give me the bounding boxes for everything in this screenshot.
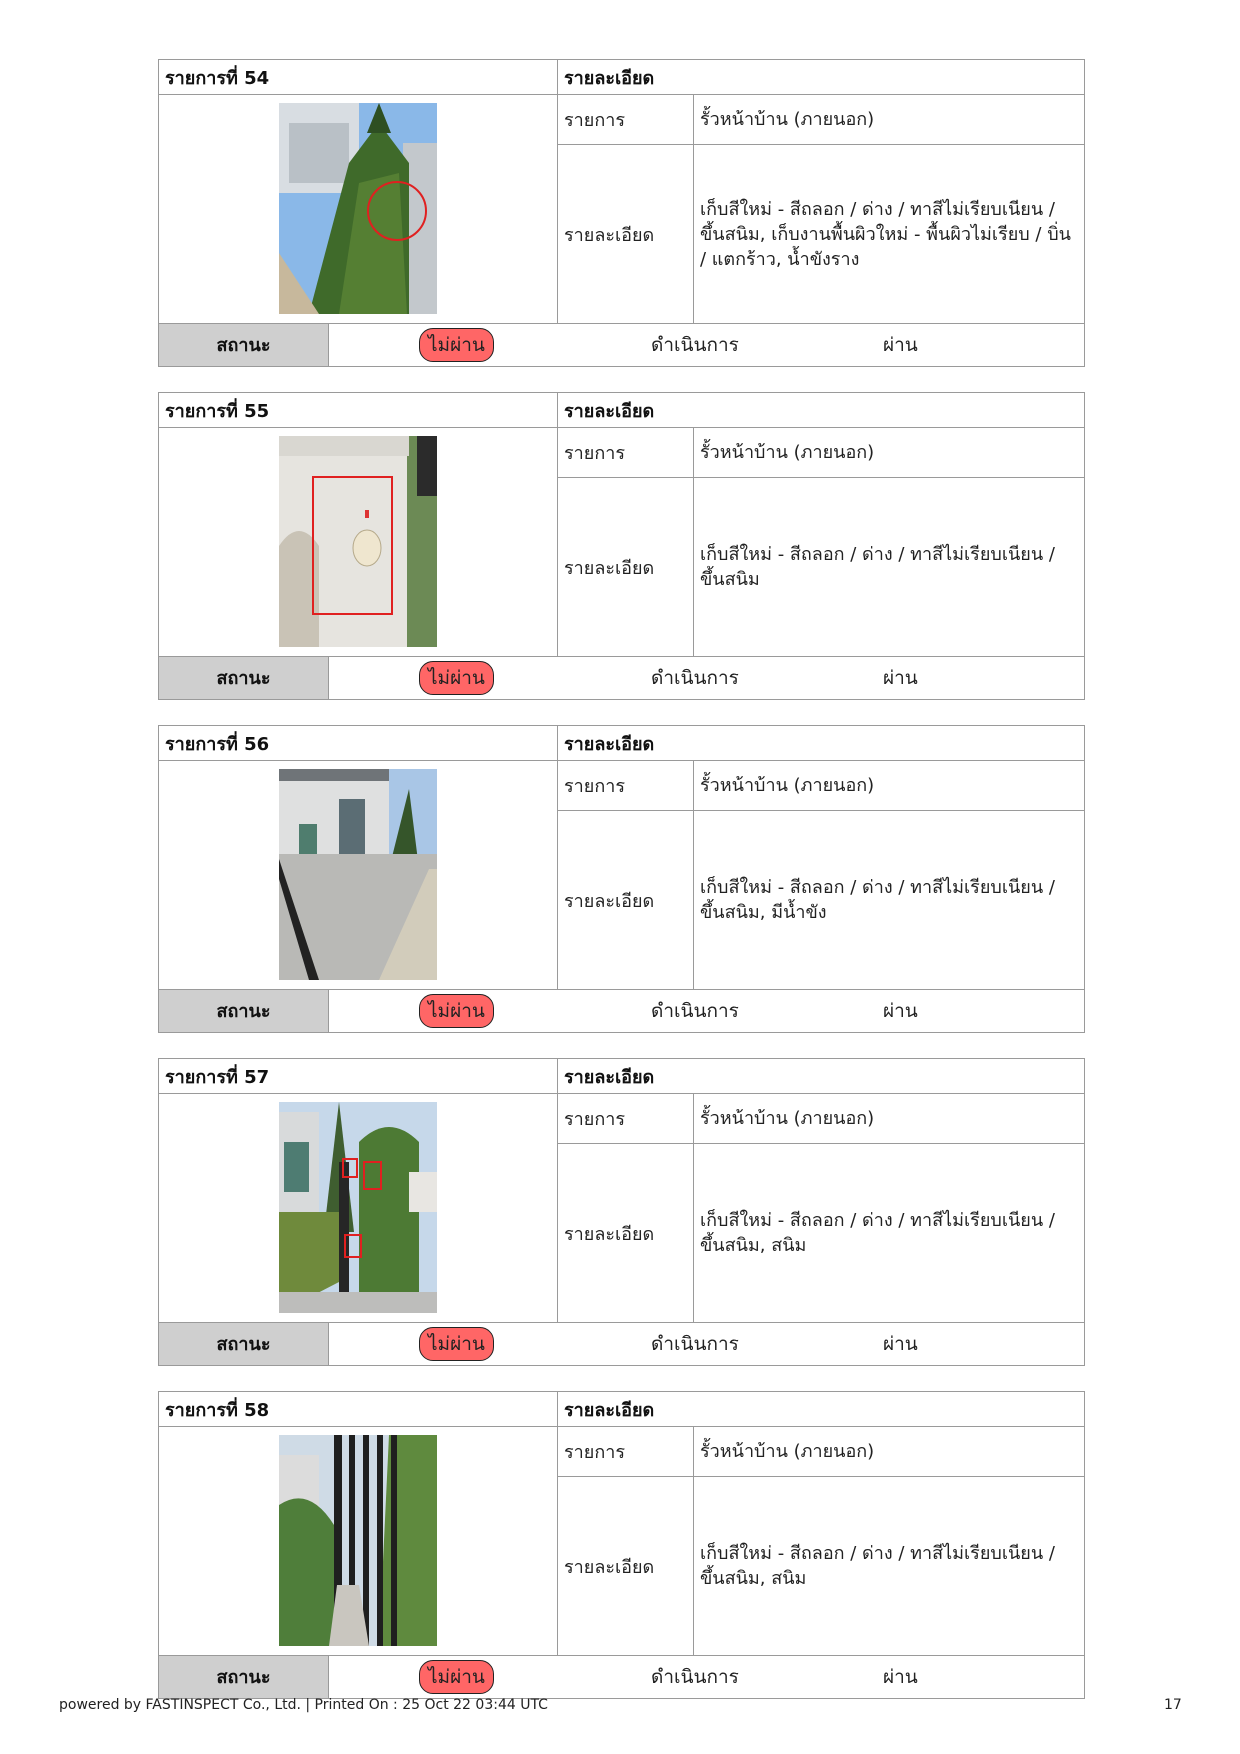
inspection-photo[interactable] [279,769,437,980]
item-title: รายการที่ 55 [159,393,558,428]
detail-header: รายละเอียด [558,1392,1085,1427]
status-option-in-progress[interactable]: ดำเนินการ [651,1332,739,1355]
page-number: 17 [1164,1697,1182,1713]
photo-cell [159,1427,558,1656]
status-options [329,1322,1085,1365]
detail-label: รายละเอียด [558,811,694,990]
photo-cell [159,1094,558,1323]
inspection-item [158,725,1085,1033]
status-options [329,989,1085,1032]
status-option-pass[interactable]: ผ่าน [883,666,918,689]
status-option-fail[interactable]: ไม่ผ่าน [419,1327,494,1361]
defect-marker [344,1234,362,1258]
item-value: รั้วหน้าบ้าน (ภายนอก) [694,95,1085,145]
detail-header: รายละเอียด [558,1059,1085,1094]
inspection-photo[interactable] [279,436,437,647]
status-label: สถานะ [159,323,329,366]
item-value: รั้วหน้าบ้าน (ภายนอก) [694,1427,1085,1477]
detail-header: รายละเอียด [558,726,1085,761]
status-option-fail[interactable]: ไม่ผ่าน [419,661,494,695]
detail-header: รายละเอียด [558,60,1085,95]
item-title: รายการที่ 56 [159,726,558,761]
status-label: สถานะ [159,656,329,699]
item-label: รายการ [558,95,694,145]
item-label: รายการ [558,1094,694,1144]
item-value: รั้วหน้าบ้าน (ภายนอก) [694,761,1085,811]
item-value: รั้วหน้าบ้าน (ภายนอก) [694,1094,1085,1144]
photo-cell [159,95,558,324]
status-options [329,1655,1085,1698]
defect-marker [312,476,393,615]
item-title: รายการที่ 57 [159,1059,558,1094]
detail-value: เก็บสีใหม่ - สีถลอก / ด่าง / ทาสีไม่เรียบเนียน / ขึ้นสนิม, เก็บงานพื้นผิวใหม่ - พื้นผิวไม่เรียบ / บิ่น / แตกร้าว, น้ำขังราง [694,145,1085,324]
status-label: สถานะ [159,989,329,1032]
status-option-pass[interactable]: ผ่าน [883,1332,918,1355]
inspection-item [158,1391,1085,1699]
item-label: รายการ [558,761,694,811]
item-title: รายการที่ 58 [159,1392,558,1427]
detail-label: รายละเอียด [558,1477,694,1656]
inspection-photo[interactable] [279,103,437,314]
status-option-fail[interactable]: ไม่ผ่าน [419,328,494,362]
inspection-item [158,392,1085,700]
inspection-item [158,59,1085,367]
item-value: รั้วหน้าบ้าน (ภายนอก) [694,428,1085,478]
status-option-pass[interactable]: ผ่าน [883,999,918,1022]
detail-label: รายละเอียด [558,478,694,657]
footer-credit: powered by FASTINSPECT Co., Ltd. | Printed On : 25 Oct 22 03:44 UTC [59,1697,548,1713]
detail-value: เก็บสีใหม่ - สีถลอก / ด่าง / ทาสีไม่เรียบเนียน / ขึ้นสนิม [694,478,1085,657]
detail-value: เก็บสีใหม่ - สีถลอก / ด่าง / ทาสีไม่เรียบเนียน / ขึ้นสนิม, สนิม [694,1477,1085,1656]
status-option-in-progress[interactable]: ดำเนินการ [651,1665,739,1688]
detail-label: รายละเอียด [558,145,694,324]
status-option-in-progress[interactable]: ดำเนินการ [651,666,739,689]
item-label: รายการ [558,428,694,478]
photo-cell [159,761,558,990]
status-options [329,656,1085,699]
status-option-pass[interactable]: ผ่าน [883,333,918,356]
item-title: รายการที่ 54 [159,60,558,95]
status-option-fail[interactable]: ไม่ผ่าน [419,1660,494,1694]
status-options [329,323,1085,366]
status-option-fail[interactable]: ไม่ผ่าน [419,994,494,1028]
item-label: รายการ [558,1427,694,1477]
detail-label: รายละเอียด [558,1144,694,1323]
inspection-item [158,1058,1085,1366]
detail-value: เก็บสีใหม่ - สีถลอก / ด่าง / ทาสีไม่เรียบเนียน / ขึ้นสนิม, สนิม [694,1144,1085,1323]
status-label: สถานะ [159,1655,329,1698]
status-label: สถานะ [159,1322,329,1365]
inspection-photo[interactable] [279,1435,437,1646]
inspection-photo[interactable] [279,1102,437,1313]
detail-value: เก็บสีใหม่ - สีถลอก / ด่าง / ทาสีไม่เรียบเนียน / ขึ้นสนิม, มีน้ำขัง [694,811,1085,990]
defect-marker [342,1158,358,1178]
photo-cell [159,428,558,657]
detail-header: รายละเอียด [558,393,1085,428]
status-option-in-progress[interactable]: ดำเนินการ [651,999,739,1022]
defect-marker [363,1161,382,1190]
status-option-pass[interactable]: ผ่าน [883,1665,918,1688]
status-option-in-progress[interactable]: ดำเนินการ [651,333,739,356]
